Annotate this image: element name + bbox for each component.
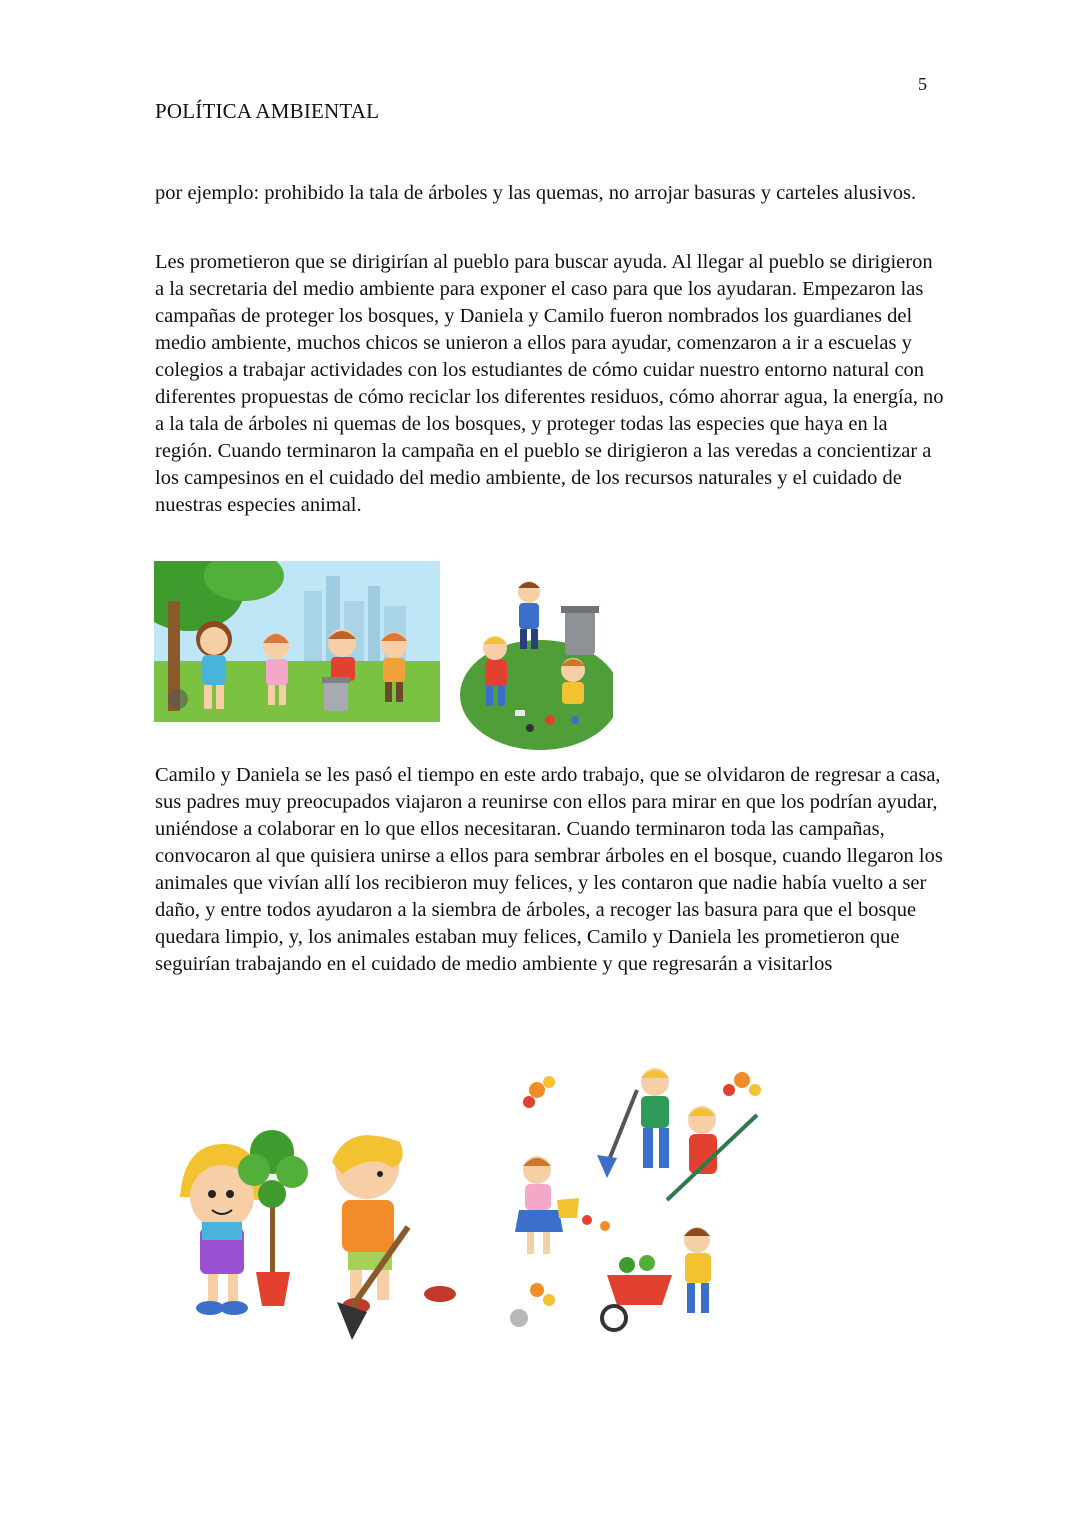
illustration-kids-picking-trash xyxy=(455,570,613,750)
paragraph-2: Les prometieron que se dirigirían al pueblo para buscar ayuda. Al llegar al pueblo se dirigieron a la secretaria del medio ambiente para exponer el caso para que los ayudaran. Empezaron las campañas de proteger los bosques, y Daniela y Camilo fueron nombrados los guardianes del medio ambiente, muchos chicos se unieron a ellos para ayudar, comenzaron a ir a escuelas y colegios a trabajar actividades con los estudiantes de cómo cuidar nuestro entorno natural con diferentes propuestas de cómo reciclar los diferentes residuos, cómo ahorrar agua, la energía, no a la tala de árboles ni quemas de los bosques, y proteger todas las especies que haya en la región. Cuando terminaron la campaña en el pueblo se dirigieron a las veredas a concientizar a los campesinos en el cuidado del medio ambiente, de los recursos naturales y el cuidado de nuestras especies animal. xyxy=(155,251,944,516)
paragraph-3: Camilo y Daniela se les pasó el tiempo en este ardo trabajo, que se olvidaron de regresar a casa, sus padres muy preocupados viajaron a reunirse con ellos para mirar en que los podrían ayudar, uniéndose a colaborar en lo que ellos necesitaran. Cuando terminaron toda las campañas, convocaron al que quisiera unirse a ellos para sembrar árboles en el bosque, cuando llegaron los animales que vivían allí los recibieron muy felices, y les contaron que nadie había vuelto a ser daño, y entre todos ayudaron a la siembra de árboles, a recoger las basura para que el bosque quedara limpio, y, los animales estaban muy felices, Camilo y Daniela les prometieron que seguirían trabajando en el cuidado de medio ambiente y que regresarán a visitarlos xyxy=(155,764,943,975)
page-header-title: POLÍTICA AMBIENTAL xyxy=(155,99,380,123)
paragraph-1: por ejemplo: prohibido la tala de árboles y las quemas, no arrojar basuras y carteles alusivos. xyxy=(155,182,917,204)
illustration-kids-planting-tree xyxy=(172,1122,464,1340)
illustration-kids-cleaning-park xyxy=(154,561,440,722)
page-number: 5 xyxy=(918,74,927,94)
illustration-kids-gardening xyxy=(497,1060,785,1345)
